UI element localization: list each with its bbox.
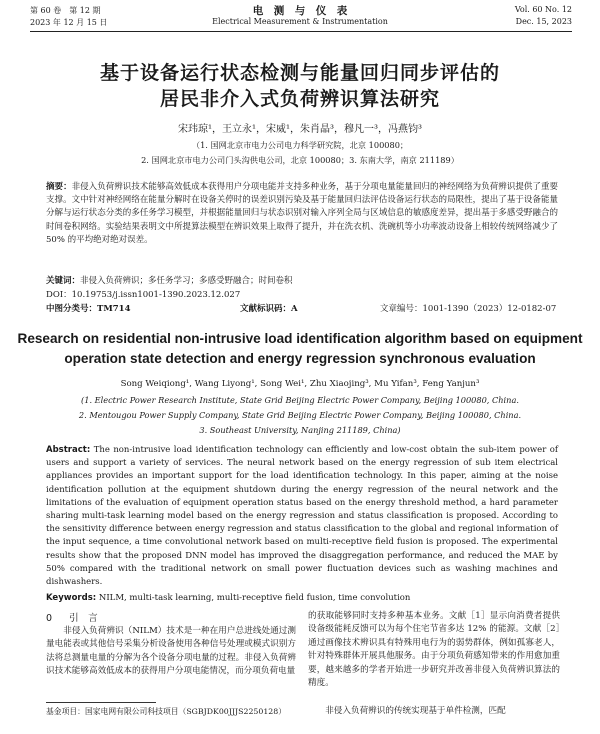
keywords-zh-text: 非侵入负荷辨识；多任务学习；多感受野融合；时间卷积 <box>80 276 293 286</box>
authors-en: Song Weiqiong¹, Wang Liyong¹, Song Wei¹, Zhu Xiaojing³, Mu Yifan³, Feng Yanjun³ <box>120 379 480 389</box>
title-en-line2: operation state detection and energy regression synchronous evaluation <box>64 351 536 366</box>
intro-paragraph-left: 非侵入负荷辨识（NILM）技术是一种在用户总进线处通过测量电能表或其他信号采集分析设备使用各种信号处理或模式识别方法将总测量电量的分解为各个设备分项电量的过程。非侵入负荷辨识技术能够高效低成本的获得用户分项电能情况，而分项负荷电量 <box>46 626 296 677</box>
affiliation-zh-1: （1. 国网北京市电力公司电力科学研究院，北京 100080； <box>191 140 409 150</box>
journal-name-zh: 电 测 与 仪 表 <box>252 5 348 17</box>
volume-issue-en: Vol. 60 No. 12 <box>514 5 572 14</box>
footnote-funding: 基金项目：国家电网有限公司科技项目（SGBJDK00JJJS2250128） <box>46 707 287 716</box>
date-en: Dec. 15, 2023 <box>515 17 572 26</box>
affiliation-zh-2: 2. 国网北京市电力公司门头沟供电公司，北京 100080；3. 东南大学，南京 211189） <box>141 155 459 165</box>
abstract-zh-label: 摘要： <box>46 182 72 192</box>
abstract-zh <box>46 181 558 247</box>
authors-zh: 宋玮琼¹，王立永¹，宋威¹，朱肖晶³，穆凡一³，冯燕钧³ <box>177 124 423 135</box>
keywords-zh <box>46 275 558 288</box>
clc-number: 中图分类号：TM714 <box>46 304 131 314</box>
abstract-en-label: Abstract: <box>46 445 91 455</box>
abstract-zh-text: 非侵入负荷辨识技术能够高效低成本获得用户分项电能并支持多种业务，基于分项电量能量回归的神经网络为负荷辨识提供了重要支撑。文中针对神经网络在能量分解时在设备关停时的误差识别污染及基于能量回归法评估设备运行状态的局限性，提出了基于设备能量分解与运行状态分类的多任务学习模型，并根据能量回归与状态识别对输入序列全局与区域信息的敏感度差异，提出基于多感受野融合的时间卷积网络。实验结果表明文中所提算法模型在辨识效果上取得了提升，并在洗衣机、洗碗机等小功率波动设备上相较传统网络减少了 50% 的平均绝对绝对误差。 <box>46 182 558 245</box>
running-header <box>0 0 600 38</box>
title-en-line1: Research on residential non-intrusive load identification algorithm based on equipment <box>17 331 583 346</box>
section-number: 0 <box>46 613 53 624</box>
footnote-rule <box>46 702 156 703</box>
intro-paragraph-right: 的获取能够同时支持多种基本业务。文献［1］显示向消费者提供设备级能耗反馈可以为每个住宅节省多达 12% 的能源。文献［2］通过画像技术辨识具有特殊用电行为的弱势群体，例如孤寡老人，针对特殊群体开展具他服务。由于分项负荷感知带来的作用愈加重要，越来越多的学者开始进一步研究并改善非侵入负荷辨识算法的精度。 <box>308 611 560 689</box>
abstract-en-text: The non-intrusive load identification technology can efficiently and low-cost obtain the sub-item power of users and support a variety of services. The neural network based on the energy regression of sub item electrical appliances provides an important support for the load identification technology. In this paper, aiming at the noise identification pollution at the equipment shutdown during the energy regression of the neural network and the limitations of the evaluation of equipment operation status based on the energy threshold method, a hard parameter sharing multi-task learning model based on the energy regression and status classification is proposed. According to the sensitivity difference between energy regression and status classification to the global and regional information of the input sequence, a time convolutional network based on multi-receptive field fusion is proposed. The experimental results show that the proposed DNN model has improved the disaggregation performance, and reduced the MAE by 50% compared with the traditional network on small power fluctuation devices such as washing machines and dishwashers. <box>46 445 558 588</box>
document-code: 文献标识码：A <box>240 304 298 314</box>
section-heading <box>46 610 98 624</box>
affiliation-en-2: 2. Mentougou Power Supply Company, State Grid Beijing Electric Power Company, Beijing 100080, China. <box>78 410 522 420</box>
header-rule <box>30 31 572 32</box>
volume-issue-zh: 第 60 卷 第 12 期 <box>30 6 101 15</box>
affiliation-en-1: (1. Electric Power Research Institute, State Grid Beijing Electric Power Company, Beijing 100080, China. <box>81 395 519 405</box>
keywords-en-text: NILM, multi-task learning, multi-receptive field fusion, time convolution <box>98 593 411 603</box>
article-number: 文章编号：1001-1390（2023）12-0182-07 <box>380 304 557 314</box>
abstract-en <box>46 444 558 589</box>
keywords-en-label: Keywords: <box>46 593 97 603</box>
journal-name-en: Electrical Measurement & Instrumentation <box>212 17 388 26</box>
keywords-en <box>46 592 558 605</box>
keywords-zh-label: 关键词： <box>46 276 81 286</box>
title-zh-line1: 基于设备运行状态检测与能量回归同步评估的 <box>99 62 500 84</box>
date-zh: 2023 年 12 月 15 日 <box>30 18 108 27</box>
intro-paragraph-right-2: 非侵入负荷辨识的传统实现基于单件检测，匹配 <box>325 706 506 716</box>
affiliation-en-3: 3. Southeast University, Nanjing 211189, China) <box>199 425 401 435</box>
section-title: 引 言 <box>69 613 98 624</box>
doi: DOI：10.19753/j.issn1001-1390.2023.12.027 <box>46 290 241 300</box>
title-zh-line2: 居民非介入式负荷辨识算法研究 <box>159 88 440 110</box>
